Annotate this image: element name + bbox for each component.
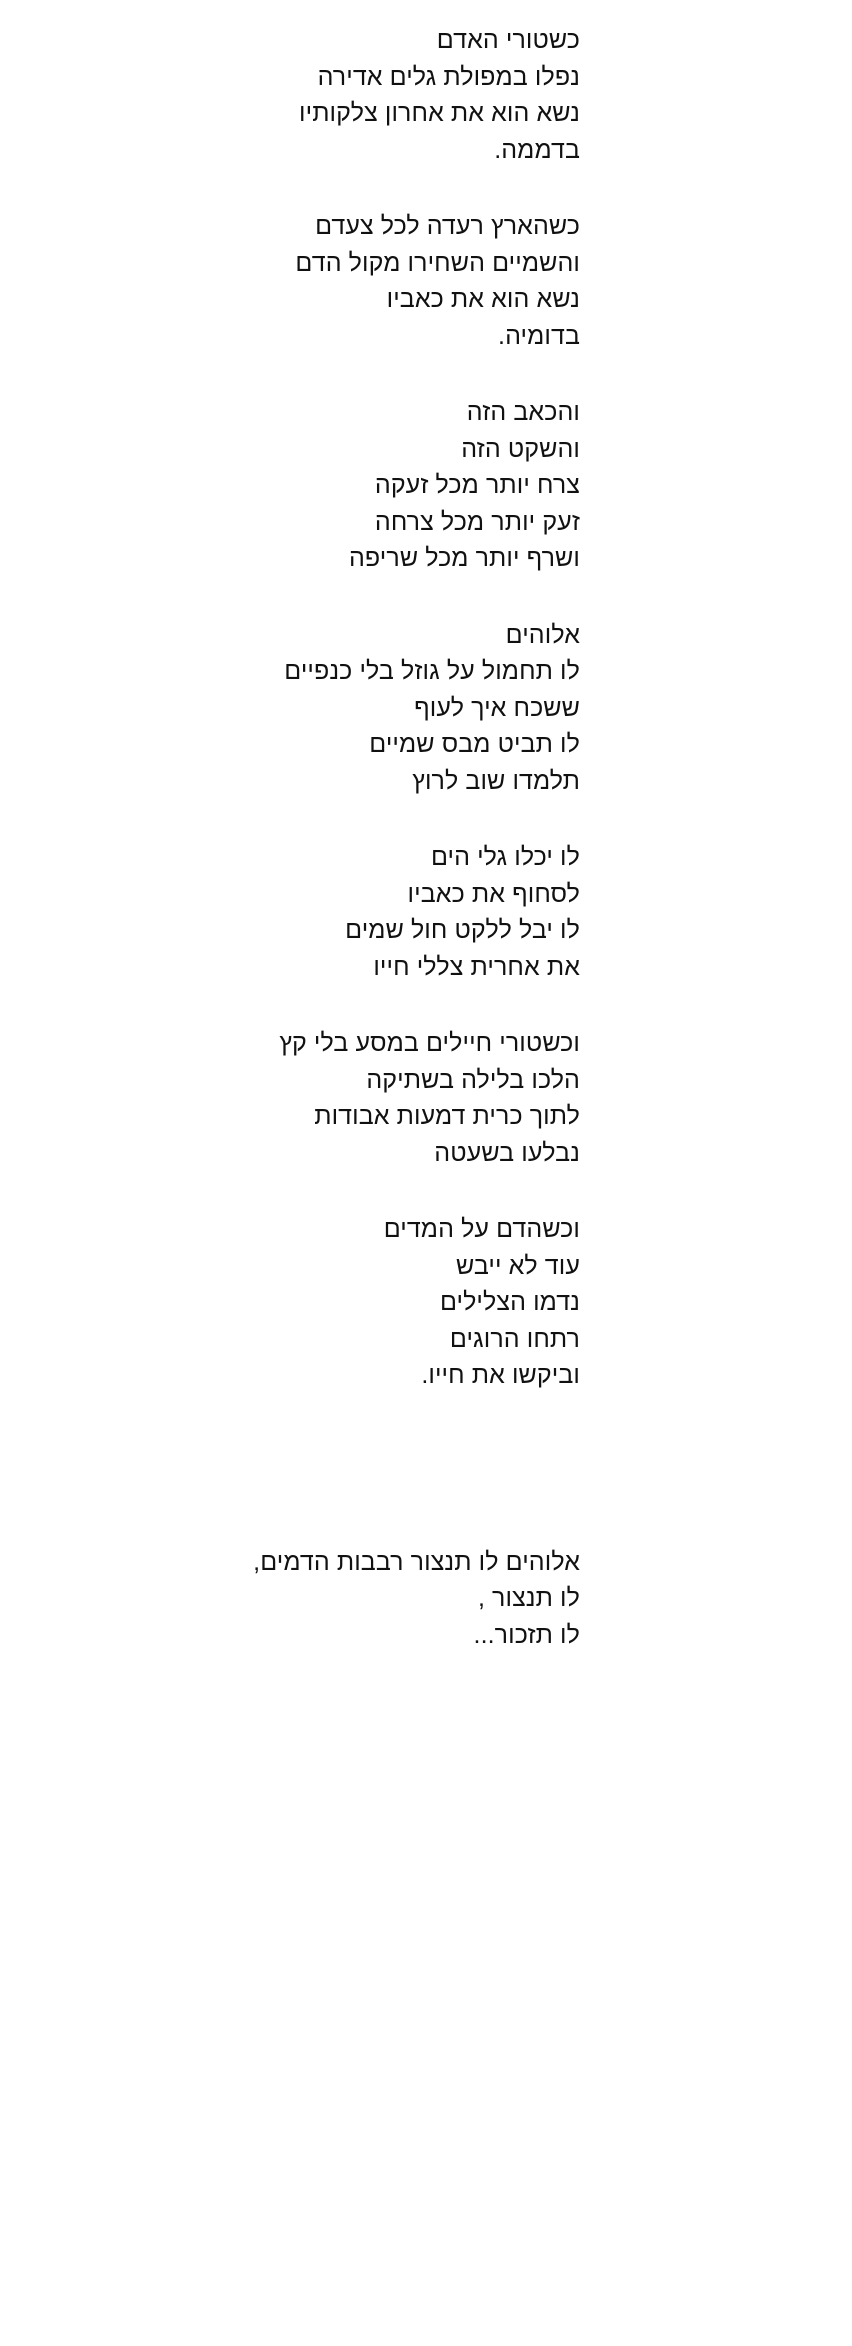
poem-line: נדמו הצלילים	[439, 1288, 580, 1316]
stanza-spacer	[0, 1434, 580, 1544]
poem-line: רתחו הרוגים	[449, 1324, 580, 1353]
stanza-5	[0, 839, 580, 985]
poem-line: וביקשו את חייו.	[421, 1361, 580, 1389]
stanza-8	[0, 1544, 580, 1654]
poem-line: והשקט הזה	[461, 434, 580, 463]
poem-line: לסחוף את כאביו	[407, 879, 580, 908]
poem-line: צרח יותר מכל זעקה	[374, 471, 580, 499]
poem-line: אלוהים לו תנצור רבבות הדמים,	[253, 1547, 580, 1576]
poem-line: נשא הוא את כאביו	[386, 285, 580, 313]
poem-line: הלכו בלילה בשתיקה	[366, 1065, 580, 1094]
stanza-4	[0, 617, 580, 800]
poem-line: כשטורי האדם	[436, 26, 580, 54]
poem-line: תלמדו שוב לרוץ	[412, 766, 580, 795]
poem-line: לו תחמול על גוזל בלי כנפיים	[284, 657, 580, 685]
poem-line: לו יכלו גלי הים	[430, 843, 580, 871]
stanza-1	[0, 22, 580, 168]
poem-line: וכשטורי חיילים במסע בלי קץ	[279, 1029, 580, 1057]
poem-line: ושרף יותר מכל שריפה	[348, 544, 580, 572]
poem-line: עוד לא ייבש	[455, 1251, 580, 1280]
poem-body	[0, 22, 852, 1653]
poem-line: כשהארץ רעדה לכל צעדם	[315, 212, 580, 240]
poem-line: נפלו במפולת גלים אדירה	[317, 62, 580, 91]
poem-line: בדומיה.	[498, 321, 580, 350]
stanza-6	[0, 1025, 580, 1171]
stanza-3	[0, 394, 580, 577]
poem-line: לו תזכור...	[473, 1620, 580, 1649]
poem-line: ששכח איך לעוף	[414, 693, 580, 722]
poem-line: לתוך כרית דמעות אבודות	[314, 1102, 580, 1130]
poem-line: וכשהדם על המדים	[383, 1215, 580, 1243]
poem-line: לו תביט מבס שמיים	[369, 730, 580, 758]
poem-line: נבלעו בשעטה	[434, 1138, 580, 1167]
poem-line: לו תנצור ,	[477, 1584, 580, 1612]
stanza-2	[0, 208, 580, 354]
poem-line: את אחרית צללי חייו	[373, 952, 580, 981]
poem-line: והכאב הזה	[466, 398, 580, 426]
poem-line: לו יבל ללקט חול שמים	[345, 916, 580, 944]
stanza-7	[0, 1211, 580, 1394]
poem-line: בדממה.	[494, 135, 580, 164]
poem-line: זעק יותר מכל צרחה	[374, 507, 580, 536]
poem-line: והשמיים השחירו מקול הדם	[295, 248, 580, 277]
poem-line: אלוהים	[505, 620, 580, 649]
poem-line: נשא הוא את אחרון צלקותיו	[299, 99, 580, 127]
